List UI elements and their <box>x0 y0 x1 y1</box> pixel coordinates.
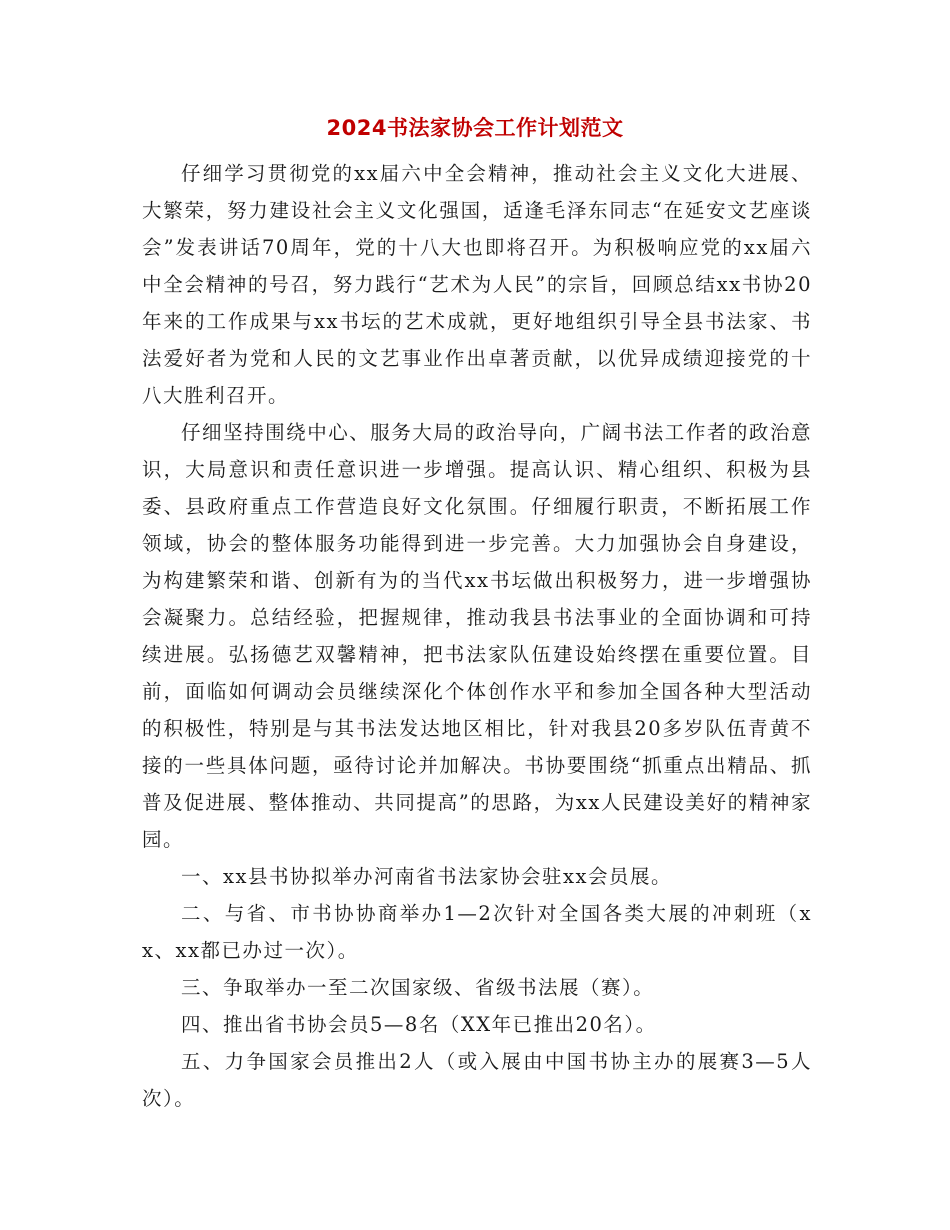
plan-item-1: 一、xx县书协拟举办河南省书法家协会驻xx会员展。 <box>181 865 672 888</box>
plan-item-3: 三、争取举办一至二次国家级、省级书法展（赛）。 <box>181 976 655 999</box>
plan-item-4: 四、推出省书协会员5—8名（XX年已推出20名）。 <box>181 1013 657 1036</box>
paragraph-guidance: 仔细坚持围绕中心、服务大局的政治导向，广阔书法工作者的政治意识，大局意识和责任意识进一步增强。提高认识、精心组织、积极为县委、县政府重点工作营造良好文化氛围。仔细履行职责，不断拓展工作领域，协会的整体服务功能得到进一步完善。大力加强协会自身建设，为构建繁荣和谐、创新有为的当代xx书坛做出积极努力，进一步增强协会凝聚力。总结经验，把握规律，推动我县书法事业的全面协调和可持续进展。弘扬德艺双馨精神，把书法家队伍建设始终摆在重要位置。目前，面临如何调动会员继续深化个体创作水平和参加全国各种大型活动的积极性，特别是与其书法发达地区相比，针对我县20多岁队伍青黄不接的一些具体问题，亟待讨论并加解决。书协要围绕“抓重点出精品、抓普及促进展、整体推动、共同提高”的思路，为xx人民建设美好的精神家园。 <box>142 421 812 851</box>
paragraph-intro: 仔细学习贯彻党的xx届六中全会精神，推动社会主义文化大进展、大繁荣，努力建设社会主义文化强国，适逢毛泽东同志“在延安文艺座谈会”发表讲话70周年，党的十八大也即将召开。为积极响应党的xx届六中全会精神的号召，努力践行“艺术为人民”的宗旨，回顾总结xx书协20年来的工作成果与xx书坛的艺术成就，更好地组织引导全县书法家、书法爱好者为党和人民的文艺事业作出卓著贡献，以优异成绩迎接党的十八大胜利召开。 <box>142 162 812 407</box>
plan-item-5: 五、力争国家会员推出2人（或入展由中国书协主办的展赛3—5人次）。 <box>142 1050 812 1110</box>
document-body <box>142 155 812 1117</box>
document-title: 2024书法家协会工作计划范文 <box>326 116 624 140</box>
plan-item-2: 二、与省、市书协协商举办1—2次针对全国各类大展的冲刺班（xx、xx都已办过一次）。 <box>142 902 812 962</box>
